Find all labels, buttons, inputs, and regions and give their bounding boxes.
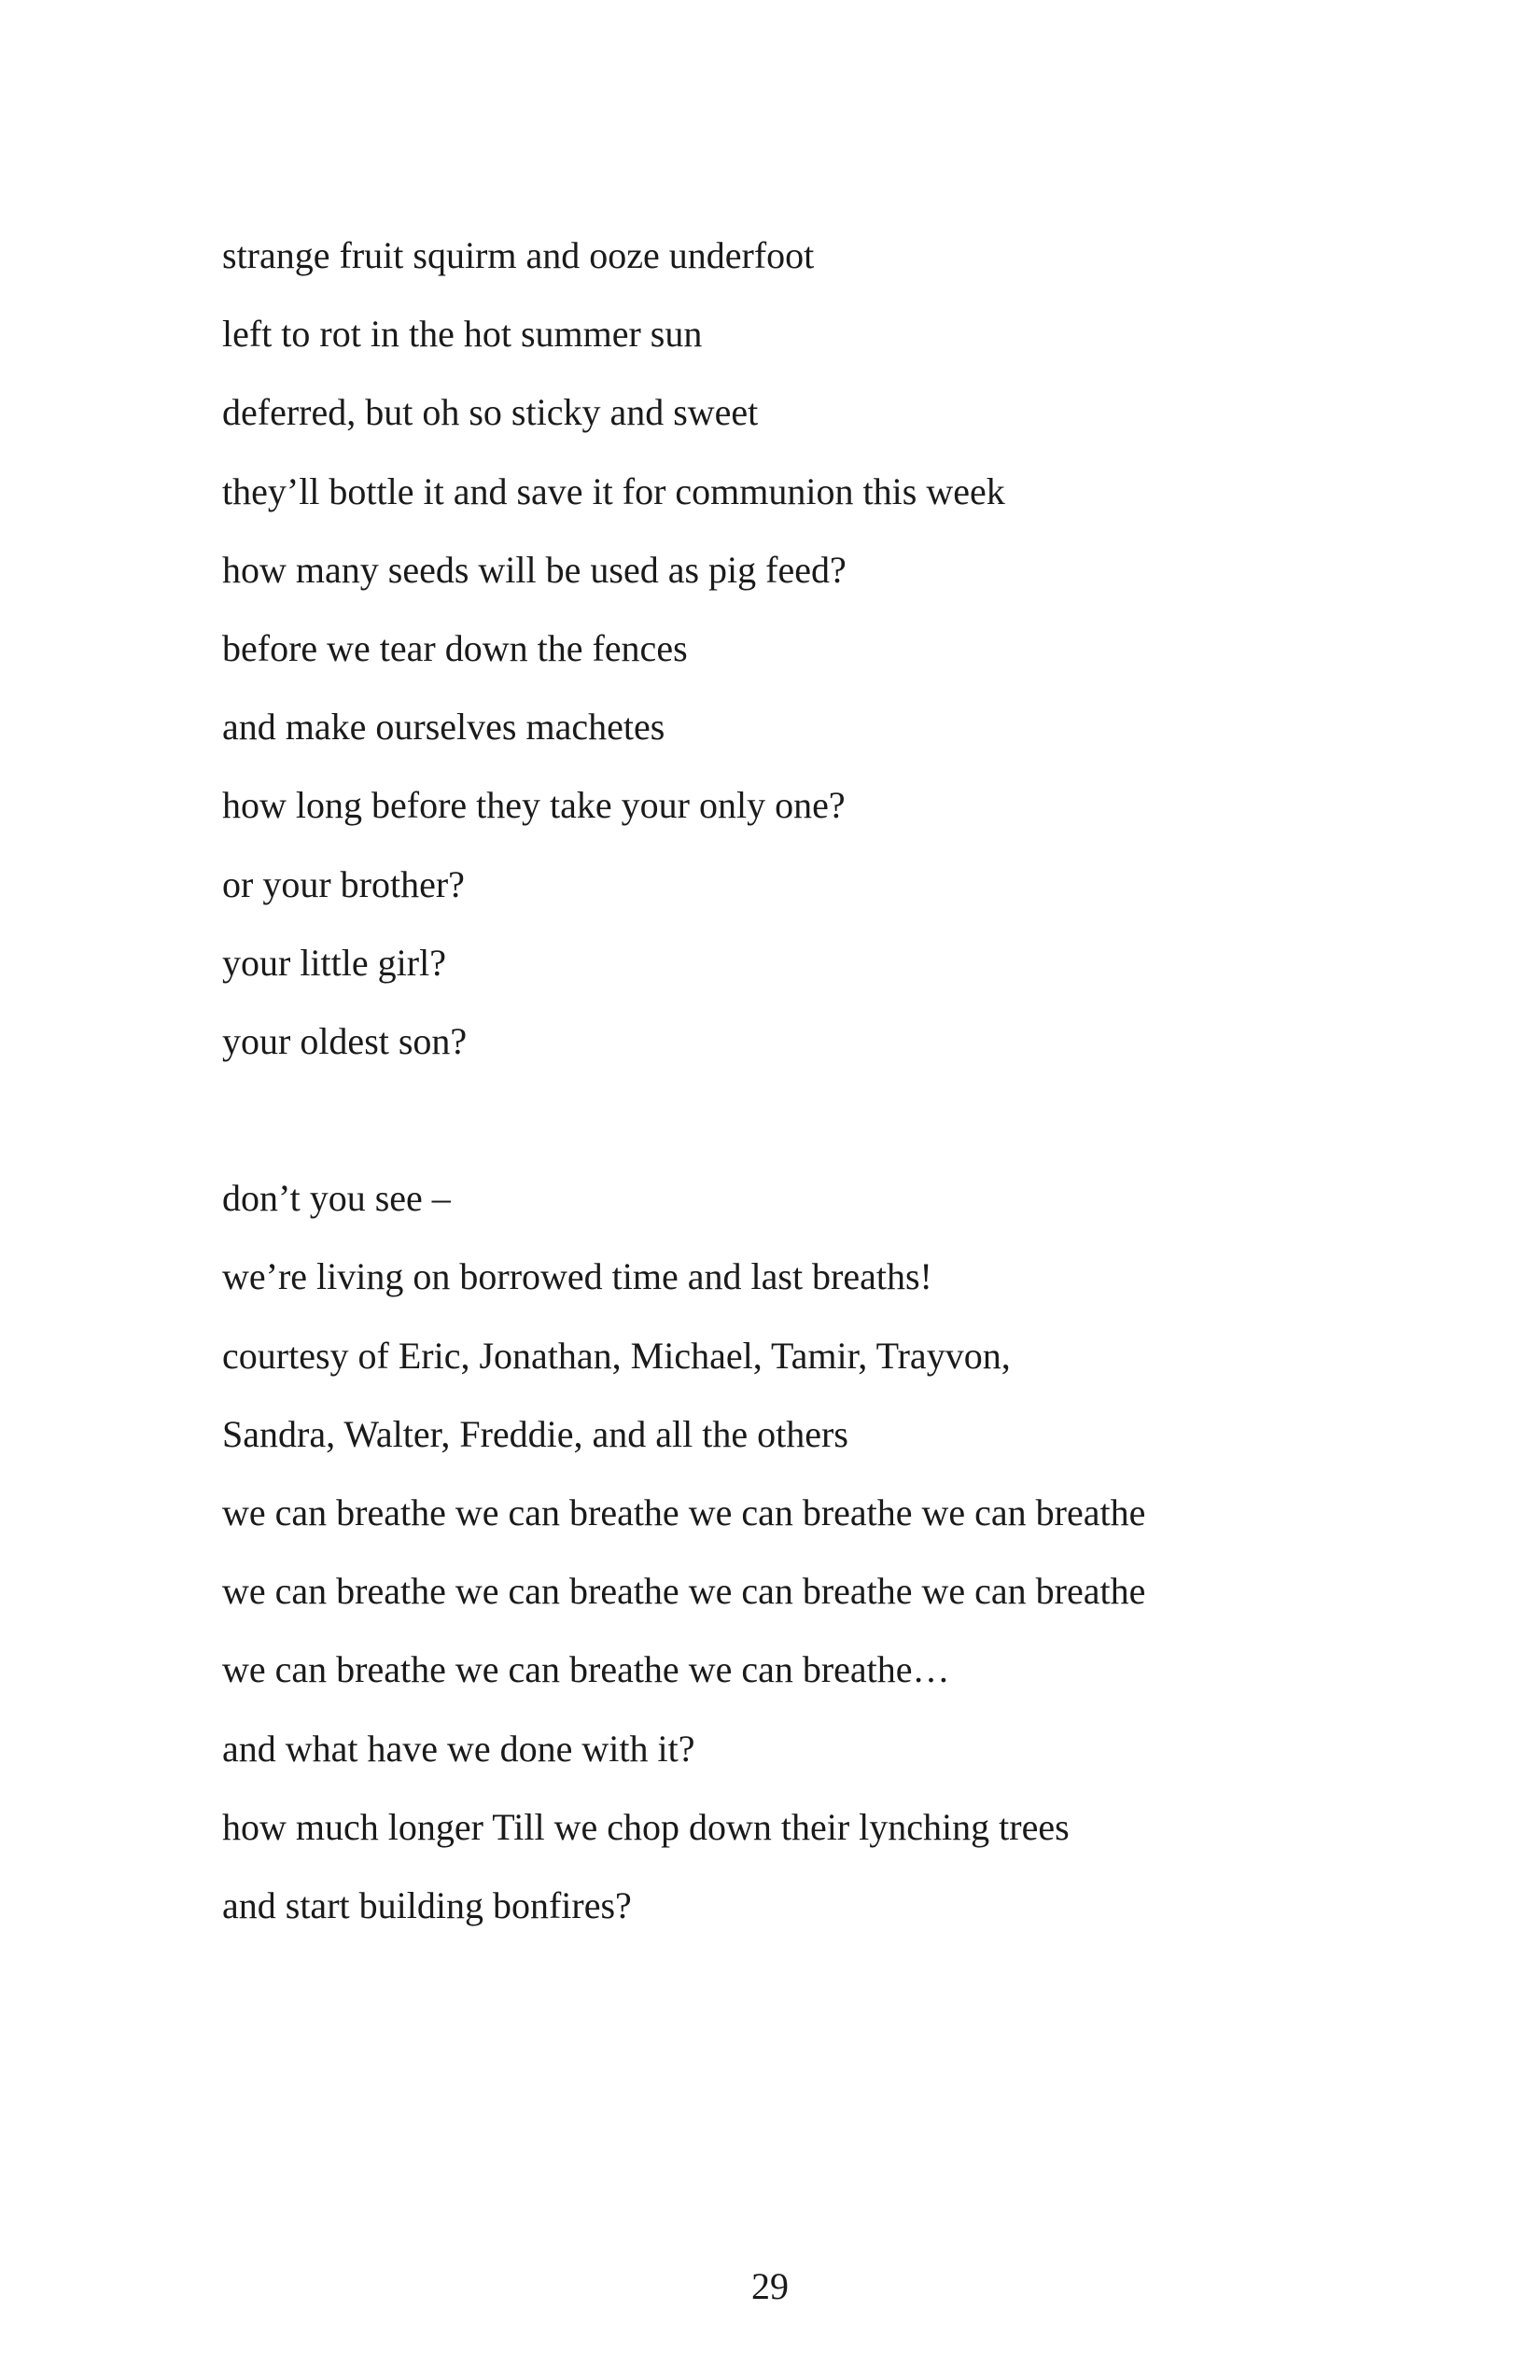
poem-line: they’ll bottle it and save it for communion this week xyxy=(222,469,1005,512)
poem-line: don’t you see – xyxy=(222,1177,451,1220)
poem-line: we can breathe we can breathe we can breathe… xyxy=(222,1648,950,1691)
poem-line: and what have we done with it? xyxy=(222,1727,695,1770)
poem-line: how long before they take your only one? xyxy=(222,784,846,827)
poem-body xyxy=(222,217,1342,1945)
poem-line: and start building bonfires? xyxy=(222,1884,632,1927)
stanza-1 xyxy=(222,217,1342,1081)
poem-line: your little girl? xyxy=(222,941,446,984)
poem-line: left to rot in the hot summer sun xyxy=(222,313,703,356)
poem-line: we can breathe we can breathe we can breathe we can breathe xyxy=(222,1570,1146,1613)
poem-line: how much longer Till we chop down their lynching trees xyxy=(222,1805,1070,1848)
poem-line: deferred, but oh so sticky and sweet xyxy=(222,391,759,434)
poem-line: we’re living on borrowed time and last breaths! xyxy=(222,1255,932,1298)
poem-line: your oldest son? xyxy=(222,1020,468,1063)
poem-line: we can breathe we can breathe we can breathe we can breathe xyxy=(222,1491,1146,1534)
page-number: 29 xyxy=(751,2265,789,2307)
poem-line: how many seeds will be used as pig feed? xyxy=(222,548,847,591)
poem-line: Sandra, Walter, Freddie, and all the others xyxy=(222,1412,848,1455)
poem-line: before we tear down the fences xyxy=(222,627,688,670)
poem-line: and make ourselves machetes xyxy=(222,706,665,749)
poem-line: or your brother? xyxy=(222,862,465,905)
stanza-2 xyxy=(222,1159,1342,1945)
poem-line: courtesy of Eric, Jonathan, Michael, Tamir, Trayvon, xyxy=(222,1334,1011,1377)
poem-line: strange fruit squirm and ooze underfoot xyxy=(222,234,815,276)
